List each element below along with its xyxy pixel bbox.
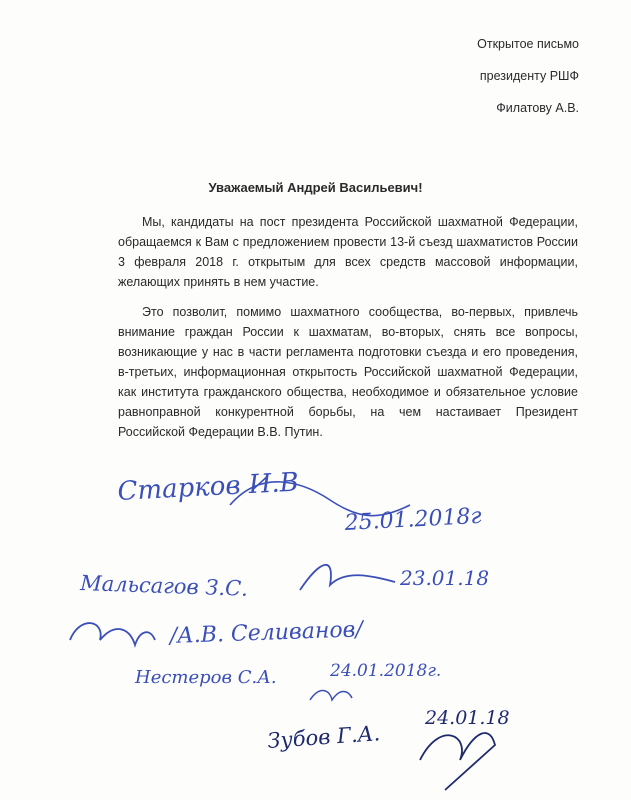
signature-2 — [79, 566, 489, 601]
signature-1-date: 25.01.2018г — [344, 503, 483, 536]
signature-1-name: Старков И.В — [116, 467, 300, 507]
signature-4-flourish — [310, 691, 352, 700]
addressee-line-1: Открытое письмо — [477, 37, 579, 51]
signature-2-flourish — [300, 565, 395, 590]
addressee-line-3: Филатову А.В. — [496, 101, 579, 115]
salutation: Уважаемый Андрей Васильевич! — [208, 180, 423, 195]
signature-5-name: Зубов Г.А. — [266, 721, 381, 753]
signature-3-name: /А.В. Селиванов/ — [169, 617, 364, 649]
signature-4-name: Нестеров С.А. — [135, 667, 277, 688]
signature-5-date: 24.01.18 — [425, 707, 510, 729]
signature-1 — [117, 468, 482, 537]
signature-5 — [267, 707, 510, 753]
signature-5-flourish — [420, 733, 495, 790]
signature-2-name: Мальсагов З.С. — [79, 571, 249, 601]
paragraph-2: Это позволит, помимо шахматного сообщества, во-первых, привлечь внимание граждан России к шахматам, во-вторых, снять все вопросы, возникающие у нас в части регламента подготовки съезда и его проведения, в-третьих, информационная открытость Российской шахматной Федерации, как института гражданского общества, необходимое и обязательное условие равноправной конкурентной борьбы, на чем настаивает Президент Российской Федерации В.В. Путин. — [118, 305, 578, 439]
addressee-line-2: президенту РШФ — [479, 69, 579, 83]
paragraph-1: Мы, кандидаты на пост президента Российской шахматной Федерации, обращаемся к Вам с предложением провести 13-й съезд шахматистов России 3 февраля 2018 г. открытым для всех средств массовой информации, желающих принять в нем участие. — [118, 215, 578, 289]
signature-4-date: 24.01.2018г. — [330, 661, 442, 681]
signature-3-flourish — [70, 623, 155, 645]
signature-4 — [134, 661, 441, 688]
signature-2-date: 23.01.18 — [400, 566, 490, 590]
